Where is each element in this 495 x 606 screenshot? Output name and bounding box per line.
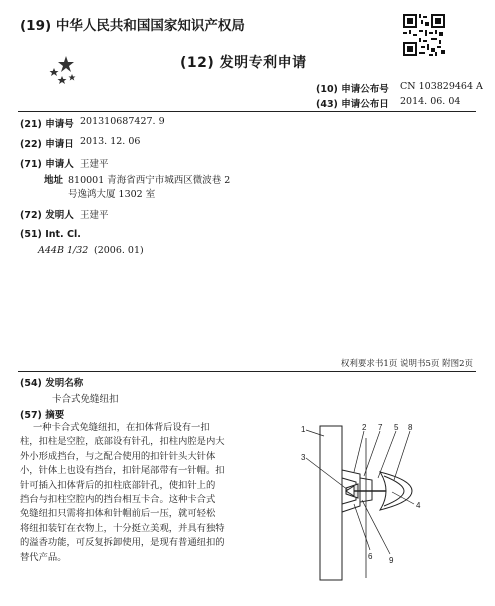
invention-title: 卡合式免缝纽扣: [52, 394, 119, 405]
office-name: (19) 中华人民共和国国家知识产权局: [20, 18, 245, 34]
ipc-code: A44B 1/32: [38, 245, 89, 256]
figure-label: 1: [301, 425, 306, 434]
publication-date: 2014. 06. 04: [400, 96, 461, 107]
filing-date: 2013. 12. 06: [80, 136, 141, 147]
figure-label: 6: [368, 552, 373, 561]
abstract-line: 小，针体上也设有挡台，扣针尾部带有一针帽。扣: [20, 465, 225, 477]
cnipa-emblem-icon: [46, 54, 80, 88]
application-number-label: (21) 申请号: [20, 119, 74, 130]
application-number: 201310687427. 9: [80, 116, 165, 127]
section-divider: [18, 371, 476, 372]
document-type: (12) 发明专利申请: [180, 55, 307, 71]
abstract-line: 的溢香功能，可反复拆卸使用，是现有普通纽扣的: [20, 537, 225, 549]
abstract-line: 免缝纽扣只需将扣体和针帽前后一压，就可轻松: [20, 508, 216, 520]
figure-label: 2: [362, 423, 367, 432]
applicant-label: (71) 申请人: [20, 159, 74, 170]
figure-label: 5: [394, 423, 399, 432]
ipc-year: (2006. 01): [94, 245, 144, 256]
leader-line: [306, 430, 324, 436]
applicant: 王建平: [80, 159, 109, 170]
figure-label: 9: [389, 556, 394, 565]
leader-line: [378, 431, 396, 478]
figure-label: 7: [378, 423, 383, 432]
publication-number: CN 103829464 A: [400, 81, 483, 92]
address-label: 地址: [44, 175, 64, 186]
abstract-line: 柱，扣柱是空腔，底部设有针孔，扣柱内腔是内大: [20, 436, 225, 448]
filing-date-label: (22) 申请日: [20, 139, 74, 150]
figure-label: 3: [301, 453, 306, 462]
leader-line: [394, 431, 410, 480]
abstract-line: 将纽扣装钉在衣物上，十分挺立美观，并具有独特: [20, 522, 225, 534]
inventor: 王建平: [80, 210, 109, 221]
page-counts: 权利要求书1页 说明书5页 附图2页: [340, 359, 473, 369]
leader-line: [354, 431, 364, 472]
address-line-1: 810001 青海省西宁市城西区微波巷 2: [68, 175, 231, 186]
abstract-line: 外小形成挡台，与之配合使用的扣针针头大针体: [20, 450, 216, 462]
abstract-line: 一种卡合式免缝纽扣，在扣体背后设有一扣: [33, 422, 210, 433]
qr-code: [403, 14, 445, 56]
abstract-label: (57) 摘要: [20, 410, 65, 421]
header-divider: [18, 111, 476, 112]
abstract-line: 替代产品。: [20, 551, 67, 563]
abstract-line: 挡台与扣柱空腔内的挡台相互卡合。这种卡合式: [20, 494, 216, 505]
abstract-line: 针可插入扣体背后的扣柱底部针孔，使扣针上的: [20, 479, 216, 491]
abstract-figure: [292, 418, 452, 590]
publication-number-label: (10) 申请公布号: [316, 84, 389, 95]
publication-date-label: (43) 申请公布日: [316, 99, 389, 110]
button-body: [320, 426, 342, 580]
invention-title-label: (54) 发明名称: [20, 378, 84, 389]
inventor-label: (72) 发明人: [20, 210, 74, 221]
ipc-label: (51) Int. Cl.: [20, 229, 81, 240]
figure-label: 8: [408, 423, 413, 432]
address-line-2: 号逸鸿大厦 1302 室: [68, 189, 156, 200]
figure-label: 4: [416, 501, 421, 510]
